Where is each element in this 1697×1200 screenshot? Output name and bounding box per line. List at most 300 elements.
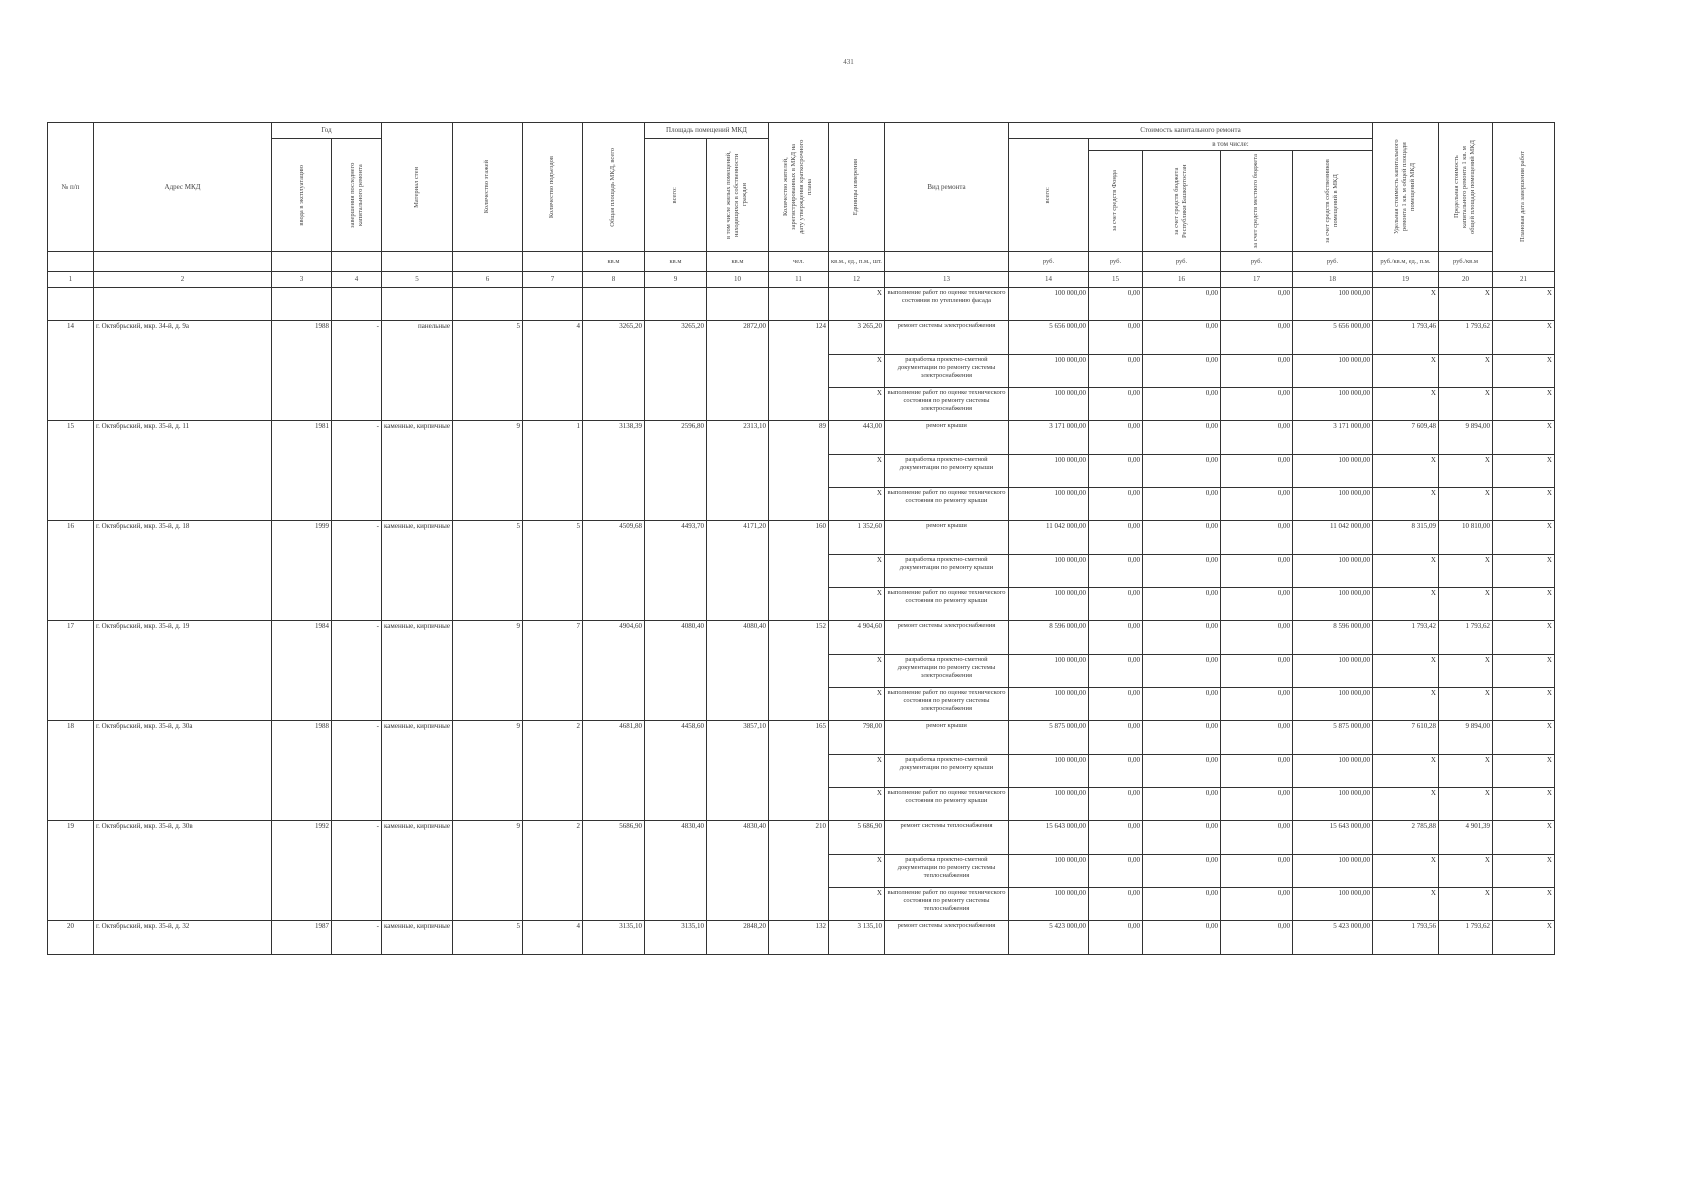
x-mark: X [828,288,884,321]
x-mark: X [828,788,884,821]
cost-owners: 100 000,00 [1292,688,1372,721]
col-max-cost-header: Предельная стоимость капитального ремонта 1 кв. м общей площади помещений МКД [1438,123,1492,252]
building-address: г. Октябрьский, мкр. 34-й, д. 9а [94,321,272,421]
cost-republic: 0,00 [1142,288,1220,321]
unit-cell: руб. [1008,252,1088,272]
building-row [48,621,1555,655]
x-mark: X [1372,588,1438,621]
cost-total: 5 423 000,00 [1008,921,1088,955]
cost-total: 8 596 000,00 [1008,621,1088,655]
cost-republic: 0,00 [1142,421,1220,455]
floors-count: 5 [452,321,522,421]
index-cell: 18 [1292,272,1372,288]
cost-republic: 0,00 [1142,321,1220,355]
cost-fund: 0,00 [1088,321,1142,355]
year-commission: 1988 [272,321,332,421]
cost-owners: 100 000,00 [1292,388,1372,421]
cost-republic: 0,00 [1142,721,1220,755]
index-cell: 10 [706,272,768,288]
year-commission: 1981 [272,421,332,521]
cost-fund: 0,00 [1088,455,1142,488]
wall-material: каменные, кирпичные [382,821,453,921]
x-mark: X [828,888,884,921]
col-wall-header: Материал стен [382,123,453,252]
year-commission: 1987 [272,921,332,955]
cost-republic: 0,00 [1142,455,1220,488]
cost-local: 0,00 [1220,821,1292,855]
year-last-repair: - [332,521,382,621]
cost-owners: 100 000,00 [1292,888,1372,921]
x-mark: X [1492,455,1554,488]
repair-work: выполнение работ по оценке технического состояния по утеплению фасада [884,288,1008,321]
index-cell: 14 [1008,272,1088,288]
col-area-total-header: всего: [644,139,706,252]
cost-local: 0,00 [1220,521,1292,555]
total-area: 5686,90 [582,821,644,921]
cost-total: 100 000,00 [1008,888,1088,921]
area-total: 2596,80 [644,421,706,521]
col-residents-header: Количество жителей, зарегистрированных в МКД на дату утверждения краткосрочного плана [768,123,828,252]
x-mark: X [1492,521,1554,555]
unit-cost: 1 793,46 [1372,321,1438,355]
cost-owners: 5 875 000,00 [1292,721,1372,755]
floors-count: 9 [452,821,522,921]
cost-local: 0,00 [1220,888,1292,921]
index-cell: 20 [1438,272,1492,288]
cost-local: 0,00 [1220,755,1292,788]
cost-total: 100 000,00 [1008,755,1088,788]
cost-republic: 0,00 [1142,488,1220,521]
index-cell: 11 [768,272,828,288]
building-row [48,821,1555,855]
cost-local: 0,00 [1220,421,1292,455]
entrances-count: 1 [522,421,582,521]
year-last-repair: - [332,421,382,521]
index-cell: 1 [48,272,94,288]
work-quantity: 3 265,20 [828,321,884,355]
unit-cost: 7 610,28 [1372,721,1438,755]
unit-cell: руб./кв.м, ед., п.м. [1372,252,1438,272]
x-mark: X [1438,555,1492,588]
col-cost-local-header: за счет средств местного бюджета [1220,151,1292,252]
cost-owners: 11 042 000,00 [1292,521,1372,555]
repair-work: выполнение работ по оценке технического состояния по ремонту системы теплоснабжения [884,888,1008,921]
residents-count: 152 [768,621,828,721]
record-number: 14 [48,321,94,421]
repair-work: разработка проектно-сметной документации по ремонту системы теплоснабжения [884,855,1008,888]
max-unit-cost: 9 894,00 [1438,721,1492,755]
x-mark: X [1438,455,1492,488]
col-year-commission-header: ввода в эксплуатацию [272,139,332,252]
col-unit-cost-header: Удельная стоимость капитального ремонта 1 кв. м общей площади помещений МКД [1372,123,1438,252]
cost-owners: 100 000,00 [1292,355,1372,388]
unit-cost: 1 793,56 [1372,921,1438,955]
unit-cost: 7 609,48 [1372,421,1438,455]
table-body [48,288,1555,955]
cost-total: 100 000,00 [1008,355,1088,388]
area-residential: 4830,40 [706,821,768,921]
col-number-header: № п/п [48,123,94,252]
cost-republic: 0,00 [1142,755,1220,788]
work-quantity: 4 904,60 [828,621,884,655]
x-mark: X [1492,421,1554,455]
wall-material: каменные, кирпичные [382,721,453,821]
repair-work: выполнение работ по оценке технического состояния по ремонту системы электроснабжения [884,688,1008,721]
cost-republic: 0,00 [1142,855,1220,888]
x-mark: X [828,555,884,588]
max-unit-cost: 9 894,00 [1438,421,1492,455]
work-quantity: 5 686,90 [828,821,884,855]
x-mark: X [828,488,884,521]
x-mark: X [1492,288,1554,321]
year-last-repair: - [332,621,382,721]
cost-local: 0,00 [1220,921,1292,955]
cost-fund: 0,00 [1088,421,1142,455]
cost-fund: 0,00 [1088,588,1142,621]
x-mark: X [828,355,884,388]
col-cost-fed-header: за счет средств Фонда [1088,151,1142,252]
residents-count: 124 [768,321,828,421]
year-last-repair: - [332,821,382,921]
cost-owners: 5 656 000,00 [1292,321,1372,355]
x-mark: X [1492,588,1554,621]
col-cost-owners-header: за счет средств собственников помещений в МКД [1292,151,1372,252]
x-mark: X [1438,588,1492,621]
cost-local: 0,00 [1220,688,1292,721]
entrances-count: 2 [522,721,582,821]
x-mark: X [1372,488,1438,521]
max-unit-cost: 1 793,62 [1438,321,1492,355]
cost-total: 5 875 000,00 [1008,721,1088,755]
area-total: 4830,40 [644,821,706,921]
floors-count: 9 [452,421,522,521]
cost-owners: 8 596 000,00 [1292,621,1372,655]
cost-owners: 100 000,00 [1292,755,1372,788]
x-mark: X [1372,355,1438,388]
repair-work: выполнение работ по оценке технического состояния по ремонту крыши [884,488,1008,521]
work-quantity: 798,00 [828,721,884,755]
floors-count: 9 [452,721,522,821]
area-residential: 4171,20 [706,521,768,621]
repair-work: разработка проектно-сметной документации по ремонту крыши [884,555,1008,588]
x-mark: X [1372,755,1438,788]
area-residential: 3857,10 [706,721,768,821]
cost-total: 11 042 000,00 [1008,521,1088,555]
entrances-count: 5 [522,521,582,621]
col-address-header: Адрес МКД [94,123,272,252]
x-mark: X [1438,388,1492,421]
repair-plan-sheet [47,122,1555,955]
index-cell: 8 [582,272,644,288]
floors-count: 5 [452,521,522,621]
x-mark: X [1372,788,1438,821]
cost-republic: 0,00 [1142,388,1220,421]
cost-fund: 0,00 [1088,888,1142,921]
cost-fund: 0,00 [1088,688,1142,721]
cost-fund: 0,00 [1088,921,1142,955]
col-area-res-header: в том числе жилых помещений, находящихся в собственности граждан [706,139,768,252]
repair-work: разработка проектно-сметной документации по ремонту системы электроснабжения [884,655,1008,688]
repair-work: разработка проектно-сметной документации по ремонту крыши [884,755,1008,788]
building-row [48,521,1555,555]
area-residential: 4080,40 [706,621,768,721]
index-cell: 17 [1220,272,1292,288]
carry-over-row [48,288,1555,321]
col-cost-total-header: всего: [1008,139,1088,252]
x-mark: X [1438,755,1492,788]
cost-owners: 100 000,00 [1292,855,1372,888]
cost-total: 3 171 000,00 [1008,421,1088,455]
cost-fund: 0,00 [1088,821,1142,855]
cost-fund: 0,00 [1088,788,1142,821]
cost-owners: 3 171 000,00 [1292,421,1372,455]
x-mark: X [828,588,884,621]
cost-local: 0,00 [1220,721,1292,755]
repair-work: ремонт крыши [884,721,1008,755]
building-row [48,321,1555,355]
x-mark: X [1372,555,1438,588]
x-mark: X [1492,655,1554,688]
cost-total: 100 000,00 [1008,288,1088,321]
x-mark: X [1438,488,1492,521]
x-mark: X [1438,288,1492,321]
unit-cost: 8 315,09 [1372,521,1438,555]
work-quantity: 443,00 [828,421,884,455]
x-mark: X [1492,555,1554,588]
building-row [48,921,1555,955]
entrances-count: 2 [522,821,582,921]
x-mark: X [1492,888,1554,921]
x-mark: X [828,388,884,421]
col-area-group-header: Площадь помещений МКД [644,123,768,139]
max-unit-cost: 1 793,62 [1438,921,1492,955]
cost-total: 100 000,00 [1008,655,1088,688]
total-area: 3135,10 [582,921,644,955]
x-mark: X [1372,688,1438,721]
cost-local: 0,00 [1220,288,1292,321]
cost-fund: 0,00 [1088,721,1142,755]
cost-local: 0,00 [1220,488,1292,521]
total-area: 4904,60 [582,621,644,721]
col-total-area-header: Общая площадь МКД, всего [582,123,644,252]
residents-count: 160 [768,521,828,621]
wall-material: каменные, кирпичные [382,521,453,621]
total-area: 3138,39 [582,421,644,521]
record-number: 18 [48,721,94,821]
col-year-group-header: Год [272,123,382,139]
x-mark: X [1492,688,1554,721]
building-address: г. Октябрьский, мкр. 35-й, д. 30а [94,721,272,821]
unit-cost: 1 793,42 [1372,621,1438,655]
cost-republic: 0,00 [1142,555,1220,588]
residents-count: 165 [768,721,828,821]
x-mark: X [828,855,884,888]
index-cell: 13 [884,272,1008,288]
cost-fund: 0,00 [1088,855,1142,888]
repair-work: ремонт системы электроснабжения [884,921,1008,955]
unit-cell: руб. [1220,252,1292,272]
x-mark: X [1372,655,1438,688]
x-mark: X [828,455,884,488]
cost-owners: 100 000,00 [1292,588,1372,621]
year-last-repair: - [332,921,382,955]
x-mark: X [1492,355,1554,388]
x-mark: X [1492,788,1554,821]
repair-work: выполнение работ по оценке технического состояния по ремонту системы электроснабжения [884,388,1008,421]
repair-work: выполнение работ по оценке технического состояния по ремонту крыши [884,788,1008,821]
x-mark: X [1492,755,1554,788]
cost-owners: 5 423 000,00 [1292,921,1372,955]
cost-owners: 100 000,00 [1292,455,1372,488]
col-year-last-header: завершения последнего капитального ремонта [332,139,382,252]
cost-local: 0,00 [1220,855,1292,888]
cost-fund: 0,00 [1088,621,1142,655]
record-number: 17 [48,621,94,721]
building-address: г. Октябрьский, мкр. 35-й, д. 11 [94,421,272,521]
wall-material: каменные, кирпичные [382,621,453,721]
cost-republic: 0,00 [1142,888,1220,921]
page-number: 431 [843,58,854,66]
units-row [48,252,1555,272]
residents-count: 210 [768,821,828,921]
cost-owners: 100 000,00 [1292,288,1372,321]
area-total: 3135,10 [644,921,706,955]
index-cell: 2 [94,272,272,288]
x-mark: X [828,755,884,788]
col-floors-header: Количество этажей [452,123,522,252]
year-last-repair: - [332,321,382,421]
area-residential: 2313,10 [706,421,768,521]
work-quantity: 1 352,60 [828,521,884,555]
x-mark: X [1372,888,1438,921]
col-plan-date-header: Плановая дата завершения работ [1492,123,1554,272]
cost-total: 100 000,00 [1008,788,1088,821]
cost-total: 100 000,00 [1008,488,1088,521]
col-repair-type-header: Вид ремонта [884,123,1008,252]
area-total: 4080,40 [644,621,706,721]
year-last-repair: - [332,721,382,821]
cost-total: 100 000,00 [1008,688,1088,721]
building-address: г. Октябрьский, мкр. 35-й, д. 30в [94,821,272,921]
x-mark: X [1492,721,1554,755]
area-residential: 2848,20 [706,921,768,955]
cost-fund: 0,00 [1088,388,1142,421]
record-number: 19 [48,821,94,921]
entrances-count: 7 [522,621,582,721]
x-mark: X [1492,921,1554,955]
col-incl-header: в том числе: [1088,139,1372,151]
index-cell: 4 [332,272,382,288]
area-total: 3265,20 [644,321,706,421]
x-mark: X [1438,688,1492,721]
cost-owners: 100 000,00 [1292,788,1372,821]
cost-local: 0,00 [1220,555,1292,588]
cost-owners: 100 000,00 [1292,555,1372,588]
repair-work: выполнение работ по оценке технического состояния по ремонту крыши [884,588,1008,621]
cost-fund: 0,00 [1088,755,1142,788]
x-mark: X [1492,855,1554,888]
index-cell: 3 [272,272,332,288]
cost-owners: 100 000,00 [1292,488,1372,521]
x-mark: X [1438,655,1492,688]
residents-count: 132 [768,921,828,955]
x-mark: X [1438,888,1492,921]
x-mark: X [1492,488,1554,521]
cost-local: 0,00 [1220,621,1292,655]
wall-material: панельные [382,321,453,421]
unit-cell: кв.м., ед., п.м., шт. [828,252,884,272]
x-mark: X [1372,288,1438,321]
cost-local: 0,00 [1220,788,1292,821]
column-index-row [48,272,1555,288]
total-area: 4681,80 [582,721,644,821]
unit-cell: кв.м [706,252,768,272]
unit-cell: руб. [1142,252,1220,272]
cost-republic: 0,00 [1142,788,1220,821]
index-cell: 9 [644,272,706,288]
building-address: г. Октябрьский, мкр. 35-й, д. 32 [94,921,272,955]
unit-cost: 2 785,88 [1372,821,1438,855]
col-entrances-header: Количество подъездов [522,123,582,252]
x-mark: X [1438,355,1492,388]
cost-total: 100 000,00 [1008,555,1088,588]
index-cell: 6 [452,272,522,288]
cost-fund: 0,00 [1088,555,1142,588]
cost-local: 0,00 [1220,388,1292,421]
cost-fund: 0,00 [1088,488,1142,521]
cost-fund: 0,00 [1088,655,1142,688]
cost-fund: 0,00 [1088,521,1142,555]
record-number: 20 [48,921,94,955]
x-mark: X [828,688,884,721]
repair-work: ремонт системы электроснабжения [884,321,1008,355]
cost-republic: 0,00 [1142,655,1220,688]
cost-total: 15 643 000,00 [1008,821,1088,855]
residents-count: 89 [768,421,828,521]
entrances-count: 4 [522,321,582,421]
cost-total: 5 656 000,00 [1008,321,1088,355]
cost-republic: 0,00 [1142,821,1220,855]
repair-work: разработка проектно-сметной документации по ремонту системы электроснабжения [884,355,1008,388]
cost-total: 100 000,00 [1008,588,1088,621]
max-unit-cost: 1 793,62 [1438,621,1492,655]
index-cell: 16 [1142,272,1220,288]
cost-total: 100 000,00 [1008,455,1088,488]
x-mark: X [1438,788,1492,821]
index-cell: 21 [1492,272,1554,288]
year-commission: 1999 [272,521,332,621]
x-mark: X [1372,455,1438,488]
x-mark: X [1372,855,1438,888]
total-area: 4509,68 [582,521,644,621]
cost-local: 0,00 [1220,455,1292,488]
repair-work: ремонт крыши [884,421,1008,455]
cost-local: 0,00 [1220,355,1292,388]
unit-cell: чел. [768,252,828,272]
building-row [48,421,1555,455]
repair-work: ремонт системы электроснабжения [884,621,1008,655]
floors-count: 5 [452,921,522,955]
cost-total: 100 000,00 [1008,388,1088,421]
index-cell: 19 [1372,272,1438,288]
cost-republic: 0,00 [1142,588,1220,621]
total-area: 3265,20 [582,321,644,421]
cost-republic: 0,00 [1142,355,1220,388]
year-commission: 1992 [272,821,332,921]
year-commission: 1984 [272,621,332,721]
cost-owners: 15 643 000,00 [1292,821,1372,855]
index-cell: 12 [828,272,884,288]
